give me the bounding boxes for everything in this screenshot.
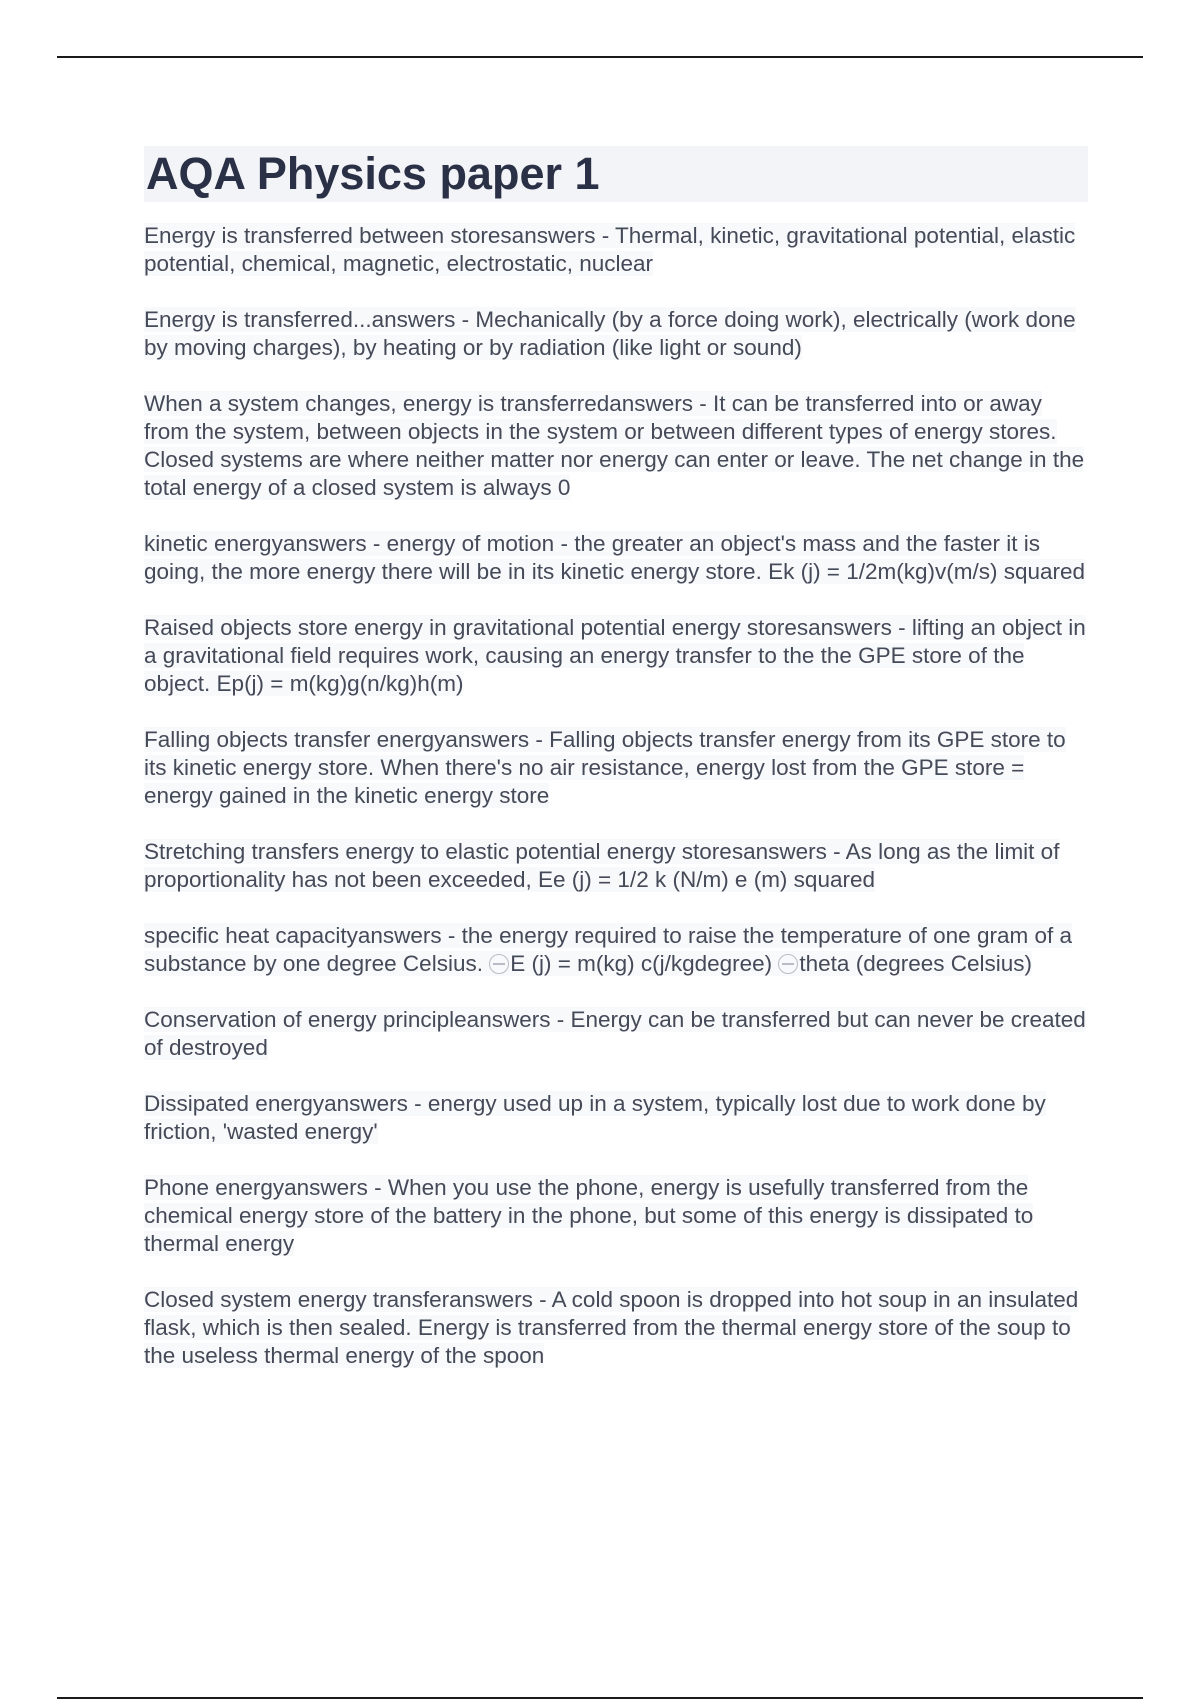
flashcard-conservation-of-energy xyxy=(144,1006,1088,1062)
flashcard-text: Stretching transfers energy to elastic potential energy storesanswers - As long as the limit of proportionality has not been exceeded, Ee (j) = 1/2 k (N/m) e (m) squared xyxy=(144,839,1060,892)
flashcard-kinetic-energy xyxy=(144,530,1088,586)
flashcard-text: Falling objects transfer energyanswers - Falling objects transfer energy from its GPE store to its kinetic energy store. When there's no air resistance, energy lost from the GPE store = energy gained in the kinetic energy store xyxy=(144,727,1066,808)
flashcard-falling-objects xyxy=(144,726,1088,810)
flashcard-closed-system xyxy=(144,1286,1088,1370)
document-body xyxy=(144,146,1088,1398)
flashcard-text-part: E (j) = m(kg) c(j/kgdegree) xyxy=(510,951,779,976)
flashcard-text: Conservation of energy principleanswers - Energy can be transferred but can never be created of destroyed xyxy=(144,1007,1086,1060)
flashcard-text: kinetic energyanswers - energy of motion - the greater an object's mass and the faster it is going, the more energy there will be in its kinetic energy store. Ek (j) = 1/2m(kg)v(m/s) squared xyxy=(144,531,1086,584)
missing-glyph-icon xyxy=(489,954,509,974)
flashcard-system-changes xyxy=(144,390,1088,502)
flashcard-text: Raised objects store energy in gravitational potential energy storesanswers - lifting an object in a gravitational field requires work, causing an energy transfer to the the GPE store of the object. Ep(j) = m(kg)g(n/kg)h(m) xyxy=(144,615,1086,696)
flashcard-text: Closed system energy transferanswers - A cold spoon is dropped into hot soup in an insulated flask, which is then sealed. Energy is transferred from the thermal energy store of the soup to the useless thermal energy of the spoon xyxy=(144,1287,1079,1368)
top-divider xyxy=(57,56,1143,58)
title-band xyxy=(144,146,1088,202)
bottom-divider xyxy=(57,1697,1143,1699)
flashcard-specific-heat-capacity xyxy=(144,922,1088,978)
flashcard-text xyxy=(144,923,1072,976)
flashcard-text: Energy is transferred between storesanswers - Thermal, kinetic, gravitational potential, elastic potential, chemical, magnetic, electrostatic, nuclear xyxy=(144,223,1076,276)
flashcard-text-part: theta (degrees Celsius) xyxy=(799,951,1033,976)
flashcard-gpe xyxy=(144,614,1088,698)
flashcard-text: Dissipated energyanswers - energy used up in a system, typically lost due to work done by friction, 'wasted energy' xyxy=(144,1091,1046,1144)
page-title: AQA Physics paper 1 xyxy=(146,148,600,199)
flashcard-energy-transfer-methods xyxy=(144,306,1088,362)
flashcard-text-part: specific heat capacityanswers - the energy required to raise the temperature of one gram of a substance by one degree Celsius. xyxy=(144,923,1072,976)
flashcard-elastic-potential xyxy=(144,838,1088,894)
missing-glyph-icon xyxy=(778,954,798,974)
flashcard-text: When a system changes, energy is transferredanswers - It can be transferred into or away from the system, between objects in the system or between different types of energy stores. Closed systems are where neither matter nor energy can enter or leave. The net change in the total energy of a closed system is always 0 xyxy=(144,391,1085,500)
flashcard-energy-stores xyxy=(144,222,1088,278)
flashcard-text: Phone energyanswers - When you use the phone, energy is usefully transferred from the chemical energy store of the battery in the phone, but some of this energy is dissipated to thermal energy xyxy=(144,1175,1034,1256)
flashcard-phone-energy xyxy=(144,1174,1088,1258)
flashcard-text: Energy is transferred...answers - Mechanically (by a force doing work), electrically (work done by moving charges), by heating or by radiation (like light or sound) xyxy=(144,307,1076,360)
flashcard-dissipated-energy xyxy=(144,1090,1088,1146)
